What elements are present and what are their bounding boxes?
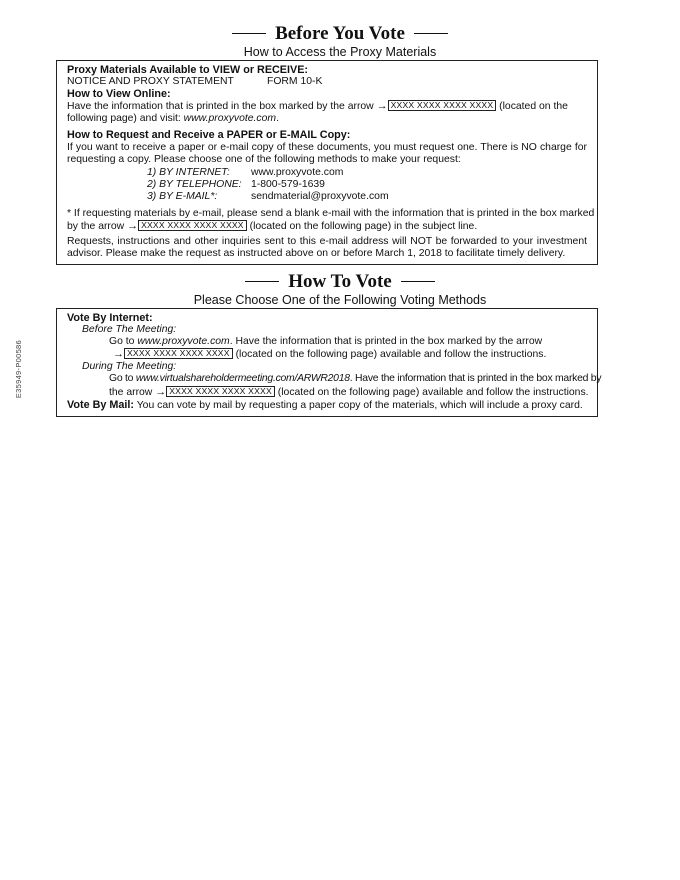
request-heading: How to Request and Receive a PAPER or E-MAIL Copy: bbox=[67, 129, 351, 142]
view-online-text: Have the information that is printed in the box marked by the arrow → XXXX XXXX XXXX XXXX (located on the bbox=[67, 100, 568, 113]
arrow-icon: → bbox=[155, 385, 167, 398]
how-to-vote-header bbox=[0, 272, 680, 307]
before-meeting-text: Go to www.proxyvote.com. Have the information that is printed in the box marked by the arrow bbox=[109, 336, 543, 348]
voting-methods-box: Vote By Internet: Before The Meeting: Go to www.proxyvote.com. Have the information that is printed in the box marked by the arrow → XXXX XXXX XXXX XXXX (located on the following page) available and follow the instructions. During The Meeting: Go to www.virtualshareholdermeeting.com/ARWR2018. Have the information that is printed in the box marked by the arrow → XXXX XXXX XXXX XXXX (located on the following page) available and follow the instructions. Vote By Mail: You can vote by mail by requesting a paper copy of the materials, which will include a proxy card. bbox=[56, 308, 598, 417]
method-email-value[interactable]: sendmaterial@proxyvote.com bbox=[251, 190, 389, 202]
section-subtitle: Please Choose One of the Following Voting Methods bbox=[193, 293, 487, 307]
method-telephone-value[interactable]: 1-800-579-1639 bbox=[251, 178, 325, 190]
vote-by-mail bbox=[67, 399, 587, 412]
proxyvote-link[interactable]: www.proxyvote.com bbox=[137, 336, 230, 348]
method-internet: 1) BY INTERNET: www.proxyvote.com bbox=[147, 166, 344, 178]
view-online-heading: How to View Online: bbox=[67, 88, 171, 101]
materials-heading: Proxy Materials Available to VIEW or RECEIVE: bbox=[67, 64, 309, 76]
control-number-box: XXXX XXXX XXXX XXXX bbox=[388, 100, 497, 111]
arrow-icon: → bbox=[127, 220, 139, 233]
proxy-materials-box: Proxy Materials Available to VIEW or RECEIVE: NOTICE AND PROXY STATEMENT FORM 10-K How to View Online: Have the information that is printed in the box marked by the arrow → XXXX XXXX XXXX XXXX (located on the following page) and visit: www.proxyvote.com. How to Request and Receive a PAPER or E-MAIL Copy: If you want to receive a paper or e-mail copy of these documents, you must request one. There is NO charge for requesting a copy. Please choose one of the following methods to make your request: 1) BY INTERNET: www.proxyvote.com 2) BY TELEPHONE: 1-800-579-1639 3) BY E-MAIL*: sendmaterial@proxyvote.com * If requesting materials by e-mail, please send a blank e-mail with the information that is printed in the box marked by the arrow → XXXX XXXX XXXX XXXX (located on the following page) in the subject line. Requests, instructions and other inquiries sent to this e-mail address will NOT be forwarded to your investment advisor. Please make the request as instructed above on or before March 1, 2018 to facilitate timely delivery. bbox=[56, 60, 598, 265]
section-title: How To Vote bbox=[0, 272, 680, 292]
method-telephone: 2) BY TELEPHONE: 1-800-579-1639 bbox=[147, 178, 325, 190]
vote-by-mail-text: You can vote by mail by requesting a paper copy of the materials, which will include a proxy card. bbox=[134, 399, 583, 411]
vote-by-internet-heading: Vote By Internet: bbox=[67, 312, 153, 324]
arrow-icon: → bbox=[113, 348, 124, 361]
document-code: E35949-P00586 bbox=[14, 340, 23, 399]
control-number-box: XXXX XXXX XXXX XXXX bbox=[166, 386, 275, 397]
request-text: If you want to receive a paper or e-mail copy of these documents, you must request one. There is NO charge for requesting a copy. Please choose one of the following methods to make your request: bbox=[67, 141, 587, 165]
method-email: 3) BY E-MAIL*: sendmaterial@proxyvote.com bbox=[147, 190, 389, 202]
control-number-box: XXXX XXXX XXXX XXXX bbox=[124, 348, 233, 359]
method-internet-value[interactable]: www.proxyvote.com bbox=[251, 166, 344, 178]
arrow-icon: → bbox=[376, 100, 388, 113]
before-you-vote-header bbox=[0, 24, 680, 59]
section-subtitle: How to Access the Proxy Materials bbox=[243, 45, 437, 59]
proxyvote-link[interactable]: www.proxyvote.com bbox=[183, 113, 277, 125]
section-title: Before You Vote bbox=[0, 24, 680, 44]
before-meeting-label: Before The Meeting: bbox=[82, 324, 177, 336]
materials-list: NOTICE AND PROXY STATEMENT FORM 10-K bbox=[67, 76, 323, 88]
footnote: * If requesting materials by e-mail, please send a blank e-mail with the information that is printed in the box marked bbox=[67, 208, 595, 220]
control-number-box: XXXX XXXX XXXX XXXX bbox=[138, 220, 247, 231]
virtual-meeting-link[interactable]: www.virtualshareholdermeeting.com/ARWR2018 bbox=[135, 373, 350, 385]
during-meeting-label: During The Meeting: bbox=[82, 361, 177, 373]
requests-note: Requests, instructions and other inquiries sent to this e-mail address will NOT be forwarded to your investment advisor. Please make the request as instructed above on or before March 1, 2018 to facilitate timely delivery. bbox=[67, 236, 587, 260]
request-methods-list bbox=[147, 167, 587, 203]
during-meeting-text: Go to www.virtualshareholdermeeting.com/ARWR2018. Have the information that is printed in the box marked by bbox=[109, 373, 602, 385]
vote-by-mail-heading: Vote By Mail: bbox=[67, 398, 134, 411]
